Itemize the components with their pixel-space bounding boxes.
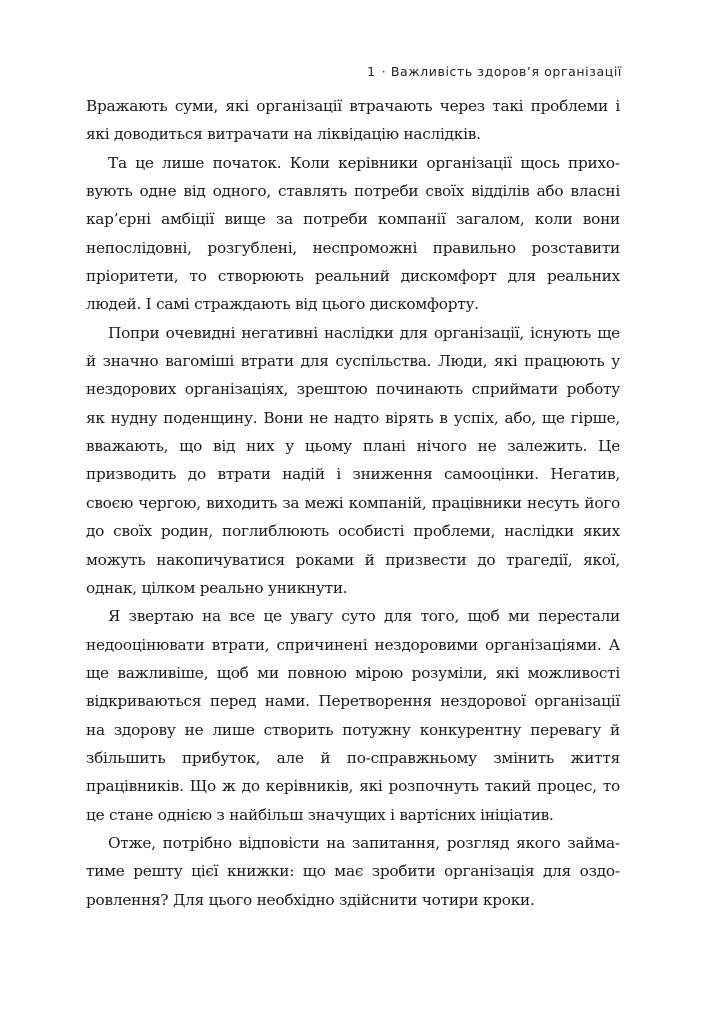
running-head-separator: ·: [381, 64, 387, 79]
paragraph-1: Вражають суми, які організації втрачають через такі проблеми і які доводиться витрачати на ліквідацію наслідків.: [86, 97, 620, 144]
paragraph-5: Отже, потрібно відповісти на запитання, розгляд якого займатиме решту цієї книжки: що має зробити організація для оздоровлення? Для цього необхідно здійснити чотири кроки.: [86, 833, 620, 909]
page-number: 1: [367, 64, 376, 79]
chapter-title: Важливість здоров’я організації: [390, 64, 622, 79]
body-text: [86, 92, 620, 914]
paragraph-2: Та це лише початок. Коли керівники організації щось приховують одне від одного, ставлять потреби своїх відділів або власні кар’єрні амбіції вище за потреби компанії загалом, коли вони непослідовні, розгублені, неспроможні правильно розставити пріоритети, то створюють реальний дискомфорт для реальних людей. І самі страждають від цього дискомфорту.: [86, 153, 620, 314]
running-head: [367, 64, 622, 79]
paragraph-3: Попри очевидні негативні наслідки для організації, існують ще й значно вагоміші втрати для суспільства. Люди, які працюють у нездорових організаціях, зрештою починають сприймати роботу як нудну поденщину. Вони не надто вірять в успіх, або, ще гірше, вважають, що від них у цьому плані нічого не залежить. Це призводить до втрати надій і зниження самооцінки. Негатив, своєю чергою, виходить за межі компаній, працівники несуть його до своїх родин, поглиблюють особисті проблеми, наслідки яких можуть накопичуватися роками й призвести до трагедії, якої, однак, цілком реально уникнути.: [86, 323, 620, 597]
paragraph-4: Я звертаю на все це увагу суто для того, щоб ми перестали недооцінювати втрати, спричинені нездоровими організаціями. А ще важливіше, щоб ми повною мірою розуміли, які можливості відкриваються перед нами. Перетворення нездорової організації на здорову не лише створить потужну конкурентну перевагу й збільшить прибуток, але й по-справжньому змінить життя працівників. Що ж до керівників, які розпочнуть такий процес, то це стане однією з найбільш значущих і вартісних ініціатив.: [86, 607, 620, 824]
